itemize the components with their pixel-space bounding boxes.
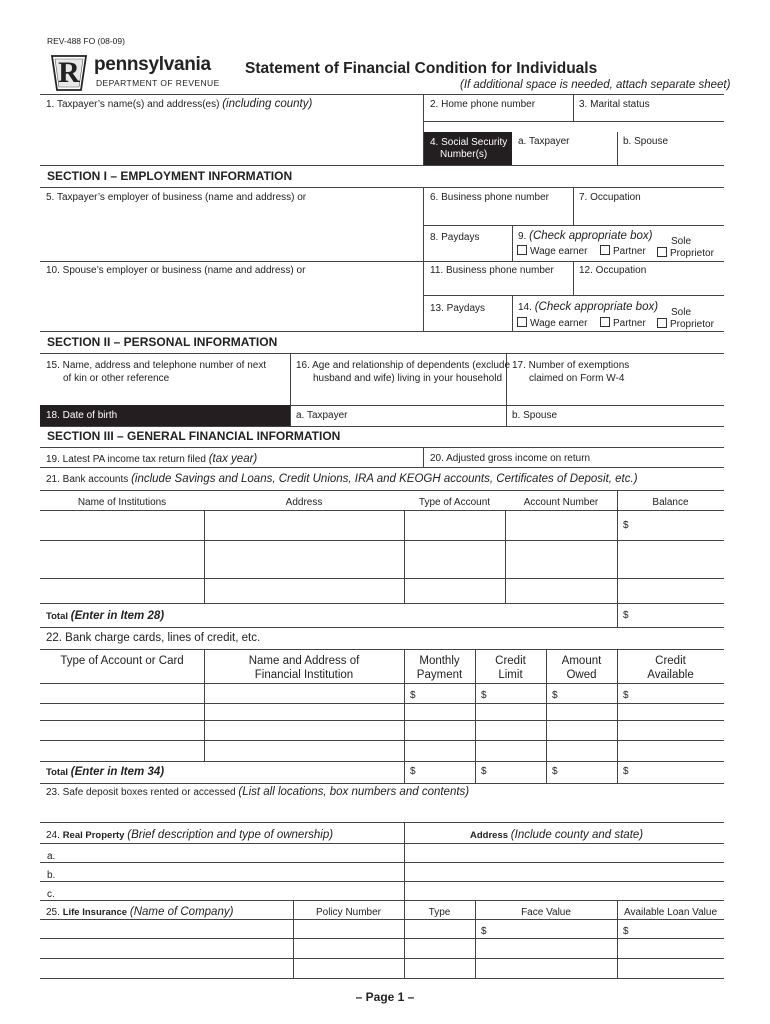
field-9-partner-option[interactable]: Partner <box>600 245 646 258</box>
field-6-input[interactable] <box>424 205 572 224</box>
card-header-available: Credit Available <box>647 655 694 681</box>
bank-header-balance: Balance <box>652 497 689 508</box>
field-24-address-label: Address (Include county and state) <box>470 829 644 841</box>
field-16-label: 16. Age and relationship of dependents (exclude husband and wife) living in your household <box>296 360 511 384</box>
bank-header-address: Address <box>285 497 323 508</box>
field-2-input[interactable] <box>424 110 572 120</box>
field-9-sole-label: Sole <box>671 236 692 247</box>
table-row[interactable] <box>41 511 723 539</box>
table-row[interactable] <box>58 863 723 880</box>
card-header-type: Type of Account or Card <box>60 655 184 667</box>
field-18b-label: b. Spouse <box>512 410 558 421</box>
table-row[interactable] <box>41 579 723 602</box>
field-1-label: 1. Taxpayer’s name(s) and address(es) (including county) <box>46 98 313 110</box>
field-6-label: 6. Business phone number <box>430 192 549 203</box>
table-row[interactable] <box>41 541 723 577</box>
life-header-loan-value: Available Loan Value <box>623 907 718 918</box>
field-24-row-a: a. <box>47 851 56 862</box>
section-2-heading: SECTION II – PERSONAL INFORMATION <box>47 335 278 349</box>
field-2-label: 2. Home phone number <box>430 99 536 110</box>
table-row[interactable] <box>41 939 723 957</box>
bank-total-input[interactable] <box>633 606 723 624</box>
field-3-label: 3. Marital status <box>579 99 650 110</box>
table-row[interactable] <box>41 741 723 760</box>
life-header-policy: Policy Number <box>315 907 382 918</box>
bank-header-account-number: Account Number <box>523 497 599 508</box>
table-row[interactable] <box>41 704 723 719</box>
field-14-sole-label: Sole <box>671 307 692 318</box>
field-14-sole-option[interactable]: Proprietor <box>657 318 714 331</box>
field-15-input[interactable] <box>41 387 289 404</box>
section-3-heading: SECTION III – GENERAL FINANCIAL INFORMATION <box>47 429 341 443</box>
table-row[interactable] <box>41 959 723 977</box>
field-11-input[interactable] <box>424 278 572 294</box>
card-total-owed-dollar: $ <box>552 766 558 777</box>
field-14-label: 14. (Check appropriate box) <box>518 301 659 313</box>
field-13-label: 13. Paydays <box>430 303 486 314</box>
card-total-limit-dollar: $ <box>481 766 487 777</box>
field-9-label: 9. (Check appropriate box) <box>518 230 653 242</box>
field-8-label: 8. Paydays <box>430 232 480 243</box>
field-14-partner-option[interactable]: Partner <box>600 317 646 330</box>
form-id: REV-488 FO (08-09) <box>47 36 125 46</box>
field-22-label: 22. Bank charge cards, lines of credit, etc. <box>46 632 261 644</box>
page-subtitle: (If additional space is needed, attach separate sheet) <box>460 79 731 91</box>
field-20-label: 20. Adjusted gross income on return <box>430 453 591 464</box>
life-face-dollar: $ <box>481 926 487 937</box>
card-header-limit: Credit Limit <box>495 655 526 681</box>
card-monthly-dollar: $ <box>410 690 416 701</box>
field-24-row-b: b. <box>47 870 56 881</box>
field-19-input[interactable] <box>270 449 421 465</box>
checkbox[interactable] <box>517 245 527 255</box>
card-total-monthly-dollar: $ <box>410 766 416 777</box>
checkbox[interactable] <box>517 317 527 327</box>
field-18-label: 18. Date of birth <box>40 405 290 426</box>
card-header-monthly: Monthly Payment <box>416 655 463 681</box>
card-header-institution: Name and Address of Financial Institution <box>248 655 360 681</box>
bank-total-dollar: $ <box>623 610 629 621</box>
field-7-label: 7. Occupation <box>579 192 641 203</box>
field-20-input[interactable] <box>595 449 722 465</box>
field-4b-label: b. Spouse <box>623 136 669 147</box>
field-8-input[interactable] <box>424 245 511 260</box>
logo-name: pennsylvania <box>94 54 211 75</box>
logo-dept: DEPARTMENT OF REVENUE <box>96 78 220 88</box>
field-1-input[interactable] <box>41 112 421 164</box>
field-21-label: 21. Bank accounts (include Savings and Loans, Credit Unions, IRA and KEOGH accounts, Certificates of Deposit, etc.) <box>46 473 638 485</box>
table-row[interactable] <box>58 844 723 861</box>
field-18a-label: a. Taxpayer <box>296 410 348 421</box>
table-row[interactable] <box>58 882 723 899</box>
life-loan-dollar: $ <box>623 926 629 937</box>
card-total-available-dollar: $ <box>623 766 629 777</box>
field-17-input[interactable] <box>507 387 723 404</box>
field-4b-input[interactable] <box>618 148 723 164</box>
table-row[interactable] <box>41 684 723 702</box>
card-limit-dollar: $ <box>481 690 487 701</box>
field-12-label: 12. Occupation <box>579 265 647 276</box>
field-11-label: 11. Business phone number <box>430 265 554 276</box>
field-5-label: 5. Taxpayer’s employer of business (name and address) or <box>46 192 307 203</box>
checkbox[interactable] <box>657 318 667 328</box>
field-5-input[interactable] <box>41 205 421 259</box>
field-14-wage-option[interactable]: Wage earner <box>517 317 587 330</box>
field-7-input[interactable] <box>574 205 723 224</box>
bank-header-institution: Name of Institutions <box>77 497 167 508</box>
field-24-row-c: c. <box>47 889 55 900</box>
field-4a-label: a. Taxpayer <box>518 136 570 147</box>
table-row[interactable] <box>41 721 723 739</box>
pennsylvania-revenue-logo <box>48 52 248 94</box>
field-18b-input[interactable] <box>562 407 722 425</box>
field-15-label: 15. Name, address and telephone number of next of kin or other reference <box>46 360 267 384</box>
field-10-label: 10. Spouse’s employer or business (name and address) or <box>46 265 306 276</box>
field-3-input[interactable] <box>574 110 723 120</box>
section-1-heading: SECTION I – EMPLOYMENT INFORMATION <box>47 169 293 183</box>
field-4-label: 4. Social Security Number(s) <box>424 132 512 165</box>
card-header-owed: Amount Owed <box>561 655 602 681</box>
field-9-wage-option[interactable]: Wage earner <box>517 245 587 258</box>
checkbox[interactable] <box>600 245 610 255</box>
bank-balance-dollar: $ <box>623 520 629 531</box>
field-24-label: 24. Real Property (Brief description and type of ownership) <box>46 829 334 841</box>
card-total-label: Total (Enter in Item 34) <box>46 766 165 778</box>
field-23-label: 23. Safe deposit boxes rented or accessed (List all locations, box numbers and contents) <box>46 786 470 798</box>
field-12-input[interactable] <box>574 278 723 294</box>
life-header-face-value: Face Value <box>521 907 571 918</box>
table-row[interactable] <box>41 920 723 937</box>
field-23-input[interactable] <box>41 800 723 820</box>
logo-letter: R <box>58 56 80 89</box>
field-13-input[interactable] <box>424 316 511 330</box>
bank-header-type: Type of Account <box>418 497 491 508</box>
checkbox[interactable] <box>600 317 610 327</box>
page-title: Statement of Financial Condition for Individuals <box>245 60 598 77</box>
bank-total-label: Total (Enter in Item 28) <box>46 610 165 622</box>
card-owed-dollar: $ <box>552 690 558 701</box>
life-header-type: Type <box>428 907 451 918</box>
field-19-label: 19. Latest PA income tax return filed (tax year) <box>46 453 258 465</box>
page-number: – Page 1 – <box>355 990 415 1004</box>
card-available-dollar: $ <box>623 690 629 701</box>
field-10-input[interactable] <box>41 278 421 330</box>
field-9-sole-option[interactable]: Proprietor <box>657 247 714 260</box>
field-25-label: 25. Life Insurance (Name of Company) <box>46 906 234 918</box>
field-4a-input[interactable] <box>513 148 616 164</box>
field-16-input[interactable] <box>291 387 505 404</box>
field-18a-input[interactable] <box>350 407 505 425</box>
field-17-label: 17. Number of exemptions claimed on Form W-4 <box>512 360 630 384</box>
checkbox[interactable] <box>657 247 667 257</box>
